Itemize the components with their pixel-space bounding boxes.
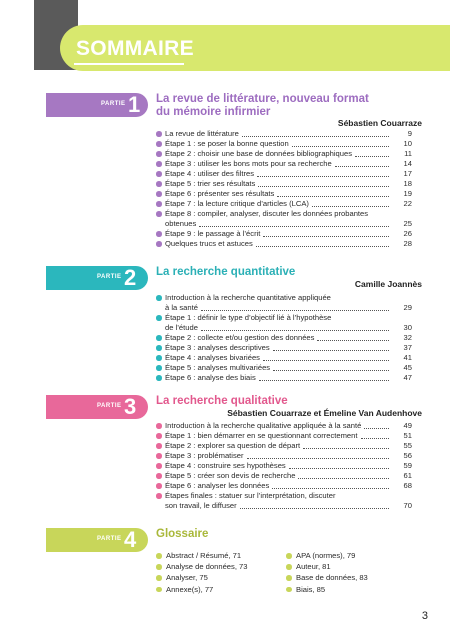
bullet-icon — [156, 473, 162, 479]
part-1-title — [156, 93, 369, 119]
toc-page-number: 37 — [403, 343, 412, 352]
title-underline — [74, 63, 184, 65]
part-3-word: PARTIE — [97, 403, 122, 409]
toc-entry-text: Étape 2 : choisir une base de données bibliographiques — [165, 149, 353, 158]
dot-leader — [201, 310, 389, 311]
bullet-icon — [286, 564, 292, 570]
part-2-title: La recherche quantitative — [156, 266, 296, 278]
part-1-toc — [156, 129, 412, 249]
part-1-title-line1: La revue de littérature, nouveau format — [156, 93, 369, 105]
bullet-icon — [156, 483, 162, 489]
bullet-icon — [156, 231, 162, 237]
toc-page-number: 56 — [403, 451, 412, 460]
toc-entry — [156, 229, 412, 239]
toc-entry — [156, 491, 412, 511]
toc-page-number: 55 — [403, 441, 412, 450]
part-4-title: Glossaire — [156, 528, 209, 540]
bullet-icon — [156, 564, 162, 570]
toc-entry — [156, 313, 412, 333]
bullet-icon — [156, 453, 162, 459]
toc-entry-text: Étape 4 : analyses bivariées — [165, 353, 260, 362]
dot-leader — [247, 458, 389, 459]
toc-entry-text: Étape 6 : analyser les données — [165, 481, 270, 490]
toc-entry — [156, 293, 412, 313]
toc-entry — [156, 179, 412, 189]
bullet-icon — [156, 335, 162, 341]
glossary-item: APA (normes), 79 — [286, 550, 368, 561]
bullet-icon — [156, 315, 162, 321]
bullet-icon — [156, 553, 162, 559]
glossary-item: Base de données, 83 — [286, 572, 368, 583]
bullet-icon — [156, 151, 162, 157]
toc-page-number: 49 — [403, 421, 412, 430]
glossary-item: Annexe(s), 77 — [156, 584, 248, 595]
dot-leader — [361, 438, 390, 439]
bullet-icon — [156, 423, 162, 429]
toc-entry-text: Introduction à la recherche quantitative appliquée — [165, 293, 331, 302]
toc-entry — [156, 333, 412, 343]
bullet-icon — [156, 161, 162, 167]
bullet-icon — [156, 375, 162, 381]
dot-leader — [298, 478, 389, 479]
bullet-icon — [156, 433, 162, 439]
dot-leader — [273, 370, 389, 371]
toc-entry-text: Quelques trucs et astuces — [165, 239, 253, 248]
toc-entry-text: Étape 5 : créer son devis de recherche — [165, 471, 296, 480]
part-3-author: Sébastien Couarraze et Émeline Van Audenhove — [227, 408, 422, 418]
toc-entry-text: Étape 5 : trier ses résultats — [165, 179, 256, 188]
part-2-toc — [156, 293, 412, 383]
bullet-icon — [156, 191, 162, 197]
toc-entry-text: Étape 3 : problématiser — [165, 451, 244, 460]
toc-entry-text: Étape 9 : le passage à l’écrit — [165, 229, 261, 238]
toc-page-number: 29 — [403, 303, 412, 312]
toc-entry — [156, 461, 412, 471]
toc-entry — [156, 431, 412, 441]
dot-leader — [256, 246, 389, 247]
toc-entry-text: Étape 2 : explorer sa question de départ — [165, 441, 301, 450]
dot-leader — [258, 186, 389, 187]
page-number: 3 — [421, 610, 428, 622]
dot-leader — [257, 176, 389, 177]
toc-entry — [156, 353, 412, 363]
bullet-icon — [156, 141, 162, 147]
toc-entry-text-continued: son travail, le diffuser — [165, 501, 237, 510]
toc-entry-text: La revue de littérature — [165, 129, 239, 138]
toc-entry-text: Étape 8 : compiler, analyser, discuter les données probantes — [165, 209, 369, 218]
part-2-word: PARTIE — [97, 274, 122, 280]
toc-entry-text: Étape 1 : bien démarrer en se questionnant correctement — [165, 431, 358, 440]
toc-entry — [156, 363, 412, 373]
bullet-icon — [156, 365, 162, 371]
dot-leader — [303, 448, 389, 449]
toc-page-number: 26 — [403, 229, 412, 238]
toc-page-number: 59 — [403, 461, 412, 470]
toc-page-number: 28 — [403, 239, 412, 248]
glossary-item: Biais, 85 — [286, 584, 368, 595]
dot-leader — [240, 508, 389, 509]
dot-leader — [201, 330, 389, 331]
bullet-icon — [156, 201, 162, 207]
toc-entry-text: Étape 1 : définir le type d’objectif lié à l’hypothèse — [165, 313, 332, 322]
toc-page-number: 11 — [404, 149, 412, 158]
toc-entry-text: Étapes finales : statuer sur l’interprétation, discuter — [165, 491, 336, 500]
toc-page-number: 61 — [403, 471, 412, 480]
part-1-number: 1 — [128, 92, 141, 117]
bullet-icon — [156, 355, 162, 361]
toc-page-number: 47 — [403, 373, 412, 382]
toc-entry-text-continued: obtenues — [165, 219, 197, 228]
toc-entry — [156, 169, 412, 179]
toc-page-number: 18 — [403, 179, 412, 188]
dot-leader — [272, 488, 389, 489]
glossary-item: Analyser, 75 — [156, 572, 248, 583]
toc-page-number: 30 — [403, 323, 412, 332]
part-4-number: 4 — [124, 527, 137, 552]
dot-leader — [364, 428, 389, 429]
toc-entry-text-continued: de l’étude — [165, 323, 198, 332]
part-1-word: PARTIE — [101, 101, 126, 107]
glossary-right-list — [286, 550, 368, 595]
glossary-left-list — [156, 550, 248, 595]
dot-leader — [289, 468, 389, 469]
toc-entry-text: Introduction à la recherche qualitative appliquée à la santé — [165, 421, 362, 430]
bullet-icon — [156, 463, 162, 469]
toc-page-number: 14 — [403, 159, 412, 168]
toc-page-number: 41 — [403, 353, 412, 362]
toc-entry — [156, 209, 412, 229]
toc-entry — [156, 189, 412, 199]
toc-page-number: 22 — [403, 199, 412, 208]
toc-entry — [156, 373, 412, 383]
toc-page-number: 70 — [403, 501, 412, 510]
toc-entry-text: Étape 2 : collecte et/ou gestion des données — [165, 333, 315, 342]
toc-entry-text: Étape 4 : construire ses hypothèses — [165, 461, 286, 470]
toc-page-number: 68 — [403, 481, 412, 490]
bullet-icon — [156, 587, 162, 593]
toc-entry — [156, 139, 412, 149]
dot-leader — [317, 340, 389, 341]
bullet-icon — [156, 171, 162, 177]
glossary-item: Abstract / Résumé, 71 — [156, 550, 248, 561]
toc-entry-text: Étape 3 : analyses descriptives — [165, 343, 270, 352]
toc-entry — [156, 343, 412, 353]
bullet-icon — [156, 575, 162, 581]
toc-page-number: 32 — [403, 333, 412, 342]
dot-leader — [355, 156, 389, 157]
part-3-title: La recherche qualitative — [156, 395, 288, 407]
toc-entry — [156, 471, 412, 481]
bullet-icon — [156, 131, 162, 137]
toc-entry — [156, 239, 412, 249]
bullet-icon — [156, 211, 162, 217]
dot-leader — [259, 380, 389, 381]
toc-entry — [156, 441, 412, 451]
toc-entry — [156, 159, 412, 169]
bullet-icon — [156, 241, 162, 247]
toc-page-number: 25 — [403, 219, 412, 228]
dot-leader — [273, 350, 389, 351]
glossary-item: Analyse de données, 73 — [156, 561, 248, 572]
toc-page-number: 17 — [403, 169, 412, 178]
bullet-icon — [156, 345, 162, 351]
dot-leader — [277, 196, 389, 197]
dot-leader — [199, 226, 389, 227]
dot-leader — [263, 236, 389, 237]
part-1-author: Sébastien Couarraze — [337, 118, 422, 128]
toc-entry — [156, 129, 412, 139]
toc-entry — [156, 451, 412, 461]
toc-entry-text-continued: à la santé — [165, 303, 198, 312]
bullet-icon — [156, 295, 162, 301]
toc-entry — [156, 481, 412, 491]
bullet-icon — [286, 553, 292, 559]
toc-entry — [156, 421, 412, 431]
page-title: SOMMAIRE — [76, 37, 194, 60]
toc-entry-text: Étape 4 : utiliser des filtres — [165, 169, 255, 178]
toc-entry-text: Étape 3 : utiliser les bons mots pour sa recherche — [165, 159, 332, 168]
toc-entry-text: Étape 6 : présenter ses résultats — [165, 189, 275, 198]
part-3-toc — [156, 421, 412, 511]
dot-leader — [312, 206, 389, 207]
part-2-author: Camille Joannès — [354, 279, 422, 289]
toc-entry-text: Étape 6 : analyse des biais — [165, 373, 256, 382]
glossary-item: Auteur, 81 — [286, 561, 368, 572]
bullet-icon — [156, 181, 162, 187]
toc-page-number: 51 — [403, 431, 412, 440]
toc-entry-text: Étape 7 : la lecture critique d’articles (LCA) — [165, 199, 309, 208]
toc-page-number: 9 — [407, 129, 412, 138]
bullet-icon — [286, 587, 292, 593]
toc-page-number: 19 — [403, 189, 412, 198]
dot-leader — [292, 146, 389, 147]
dot-leader — [242, 136, 389, 137]
toc-page-number: 10 — [403, 139, 412, 148]
dot-leader — [335, 166, 389, 167]
dot-leader — [263, 360, 389, 361]
bullet-icon — [286, 575, 292, 581]
toc-entry-text: Étape 1 : se poser la bonne question — [165, 139, 289, 148]
part-4-word: PARTIE — [97, 536, 122, 542]
part-1-title-line2: du mémoire infirmier — [156, 106, 271, 118]
toc-entry — [156, 199, 412, 209]
bullet-icon — [156, 443, 162, 449]
bullet-icon — [156, 493, 162, 499]
toc-entry-text: Étape 5 : analyses multivariées — [165, 363, 271, 372]
toc-page-number: 45 — [403, 363, 412, 372]
toc-entry — [156, 149, 412, 159]
part-3-number: 3 — [124, 394, 137, 419]
part-2-number: 2 — [124, 265, 137, 290]
